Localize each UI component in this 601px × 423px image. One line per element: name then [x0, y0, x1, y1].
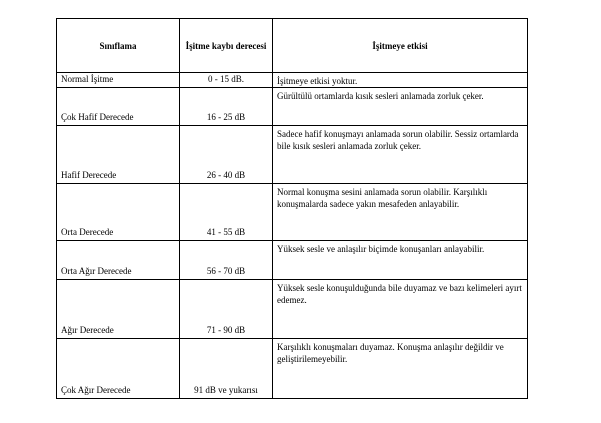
range-cell: 71 - 90 dB — [180, 280, 273, 339]
range-cell: 16 - 25 dB — [180, 88, 273, 126]
table-row — [57, 184, 528, 241]
effect-cell: Karşılıklı konuşmaları duyamaz. Konuşma anlaşılır değildir ve geliştirilemeyebilir. — [273, 339, 528, 399]
table-row — [57, 339, 528, 399]
classification-cell: Normal İşitme — [57, 73, 180, 88]
header-classification: Sınıflama — [57, 19, 180, 73]
effect-cell: Yüksek sesle ve anlaşılır biçimde konuşanları anlayabilir. — [273, 241, 528, 280]
range-cell: 41 - 55 dB — [180, 184, 273, 241]
classification-cell: Çok Ağır Derecede — [57, 339, 180, 399]
range-cell: 0 - 15 dB. — [180, 73, 273, 88]
hearing-loss-table — [56, 18, 528, 399]
effect-cell: Normal konuşma sesini anlamada sorun olabilir. Karşılıklı konuşmalarda sadece yakın mesafeden anlayabilir. — [273, 184, 528, 241]
range-cell: 26 - 40 dB — [180, 126, 273, 184]
effect-cell: İşitmeye etkisi yoktur. — [273, 73, 528, 88]
range-cell: 56 - 70 dB — [180, 241, 273, 280]
table-row — [57, 73, 528, 88]
classification-cell: Orta Ağır Derecede — [57, 241, 180, 280]
classification-cell: Hafif Derecede — [57, 126, 180, 184]
table-header-row — [57, 19, 528, 73]
range-cell: 91 dB ve yukarısı — [180, 339, 273, 399]
table-row — [57, 241, 528, 280]
classification-cell: Çok Hafif Derecede — [57, 88, 180, 126]
effect-cell: Gürültülü ortamlarda kısık sesleri anlamada zorluk çeker. — [273, 88, 528, 126]
table-row — [57, 126, 528, 184]
header-loss-degree: İşitme kaybı derecesi — [180, 19, 273, 73]
effect-cell: Sadece hafif konuşmayı anlamada sorun olabilir. Sessiz ortamlarda bile kısık sesleri anlamada zorluk çeker. — [273, 126, 528, 184]
effect-cell: Yüksek sesle konuşulduğunda bile duyamaz ve bazı kelimeleri ayırt edemez. — [273, 280, 528, 339]
table-row — [57, 280, 528, 339]
classification-cell: Orta Derecede — [57, 184, 180, 241]
classification-cell: Ağır Derecede — [57, 280, 180, 339]
header-effect: İşitmeye etkisi — [273, 19, 528, 73]
table-row — [57, 88, 528, 126]
